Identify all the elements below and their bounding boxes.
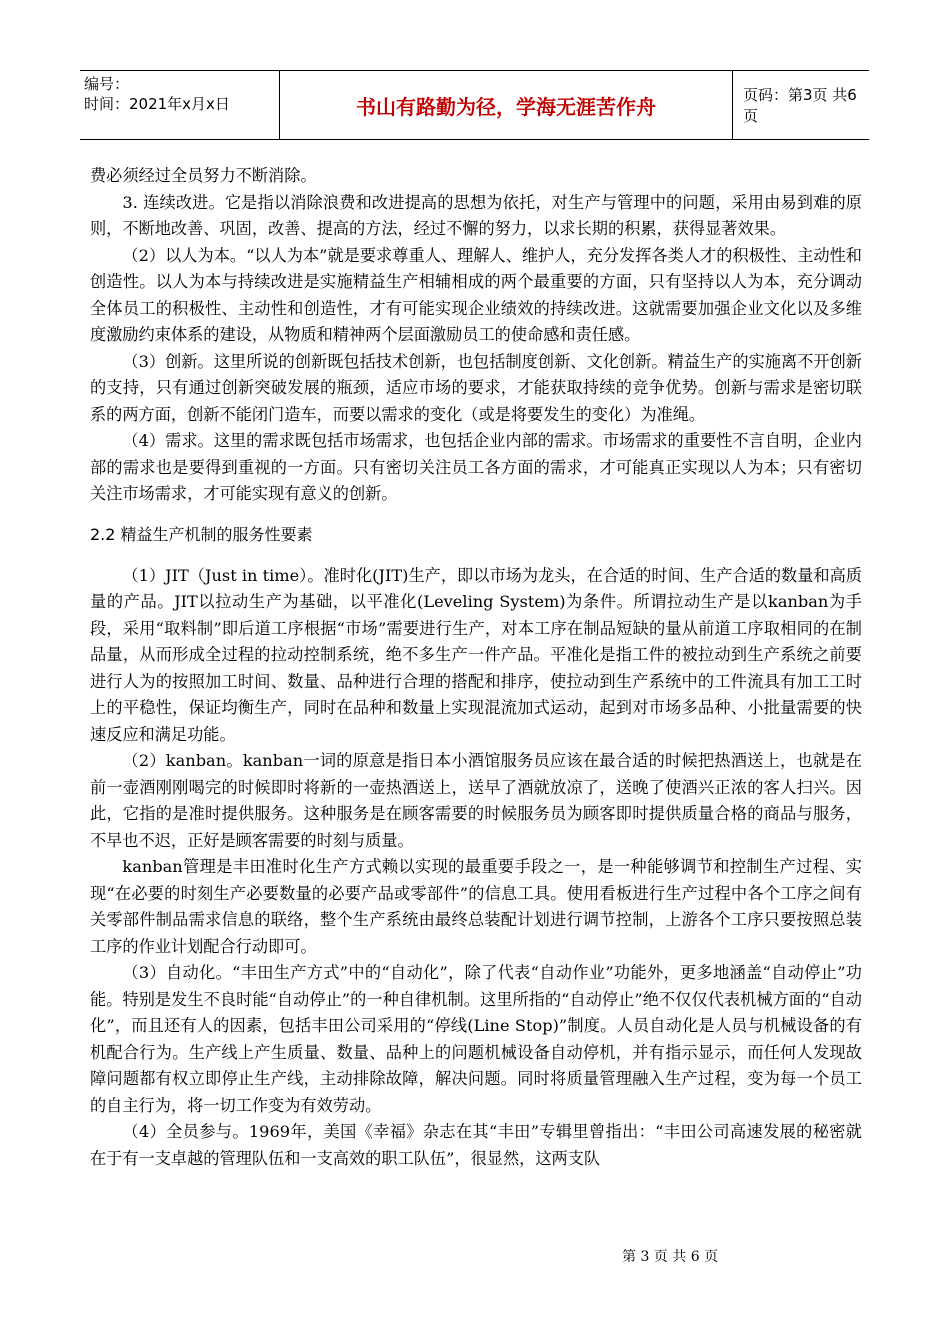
paragraph: 费必须经过全员努力不断消除。: [90, 166, 317, 185]
paragraph: （4）需求。这里的需求既包括市场需求，也包括企业内部的需求。市场需求的重要性不言自明，企业内部的需求也是要得到重视的一方面。只有密切关注员工各方面的需求，才可能真正实现以人为本；只有密切关注市场需求，才可能实现有意义的创新。: [90, 431, 862, 503]
paragraph: （2）kanban。kanban一词的原意是指日本小酒馆服务员应该在最合适的时候把热酒送上，也就是在前一壶酒刚刚喝完的时候即时将新的一壶热酒送上，送早了酒就放凉了，送晚了使酒兴正浓的客人扫兴。因此，它指的是准时提供服务。这种服务是在顾客需要的时候服务员为顾客即时提供质量合格的商品与服务，不早也不迟，正好是顾客需要的时刻与质量。: [90, 751, 862, 850]
paragraph: kanban管理是丰田准时化生产方式赖以实现的最重要手段之一，是一种能够调节和控制生产过程、实现“在必要的时刻生产必要数量的必要产品或零部件”的信息工具。使用看板进行生产过程中各个工序之间有关零部件制品需求信息的联络，整个生产系统由最终总装配计划进行调节控制，上游各个工序只要按照总装工序的作业计划配合行动即可。: [90, 857, 862, 956]
page-header: [80, 70, 869, 140]
header-motto: [280, 71, 733, 139]
motto-text: 书山有路勤为径，学海无涯苦作舟: [356, 94, 656, 119]
paragraph: （3）创新。这里所说的创新既包括技术创新，也包括制度创新、文化创新。精益生产的实施离不开创新的支持，只有通过创新突破发展的瓶颈，适应市场的要求，才能获取持续的竞争优势。创新与需求是密切联系的两方面，创新不能闭门造车，而要以需求的变化（或是将要发生的变化）为准绳。: [90, 351, 862, 424]
paragraph: 3. 连续改进。它是指以消除浪费和改进提高的思想为依托，对生产与管理中的问题，采用由易到难的原则，不断地改善、巩固，改善、提高的方法，经过不懈的努力，以求长期的积累，获得显著效果。: [90, 192, 862, 238]
paragraph: （3）自动化。“丰田生产方式”中的“自动化”，除了代表“自动作业”功能外，更多地涵盖“自动停止”功能。特别是发生不良时能“自动停止”的一种自律机制。这里所指的“自动停止”绝不仅仅代表机械方面的“自动化”，而且还有人的因素，包括丰田公司采用的“停线(Line Stop)”制度。人员自动化是人员与机械设备的有机配合行为。生产线上产生质量、数量、品种上的问题机械设备自动停机，并有指示显示，而任何人发现故障问题都有权立即停止生产线，主动排除故障，解决问题。同时将质量管理融入生产过程，变为每一个员工的自主行为，将一切工作变为有效劳动。: [90, 963, 862, 1115]
paragraph: （1）JIT（Just in time）。准时化(JIT)生产，即以市场为龙头，在合适的时间、生产合适的数量和高质量的产品。JIT以拉动生产为基础，以平准化(Leveling System)为条件。所谓拉动生产是以kanban为手段，采用“取料制”即后道工序根据“市场”需要进行生产，对本工序在制品短缺的量从前道工序取相同的在制品量，从而形成全过程的拉动控制系统，绝不多生产一件产品。平准化是指工件的被拉动到生产系统之前要进行人为的按照加工时间、数量、品种进行合理的搭配和排序，使拉动到生产系统中的工件流具有加工工时上的平稳性，保证均衡生产，同时在品种和数量上实现混流加式运动，起到对市场多品种、小批量需要的快速反应和满足功能。: [90, 565, 862, 744]
header-page-info: [733, 71, 869, 139]
page-info-text: 页码：第3页 共6页: [743, 86, 857, 125]
footer-page-number: 第 3 页 共 6 页: [622, 1249, 719, 1265]
document-number-label: 编号：: [84, 75, 130, 93]
page-footer: [622, 1246, 718, 1266]
document-body: [90, 163, 862, 1172]
document-date: 时间：2021年x月x日: [84, 95, 230, 113]
paragraph: （4）全员参与。1969年，美国《幸福》杂志在其“丰田”专辑里曾指出：“丰田公司高速发展的秘密就在于有一支卓越的管理队伍和一支高效的职工队伍”，很显然，这两支队: [90, 1122, 862, 1168]
paragraph: （2）以人为本。“以人为本”就是要求尊重人、理解人、维护人，充分发挥各类人才的积极性、主动性和创造性。以人为本与持续改进是实施精益生产相辅相成的两个最重要的方面，只有坚持以人为本，充分调动全体员工的积极性、主动性和创造性，才有可能实现企业绩效的持续改进。这就需要加强企业文化以及多维度激励约束体系的建设，从物质和精神两个层面激励员工的使命感和责任感。: [90, 245, 862, 344]
section-heading: 2.2 精益生产机制的服务性要素: [90, 524, 313, 544]
header-meta: [80, 71, 280, 139]
